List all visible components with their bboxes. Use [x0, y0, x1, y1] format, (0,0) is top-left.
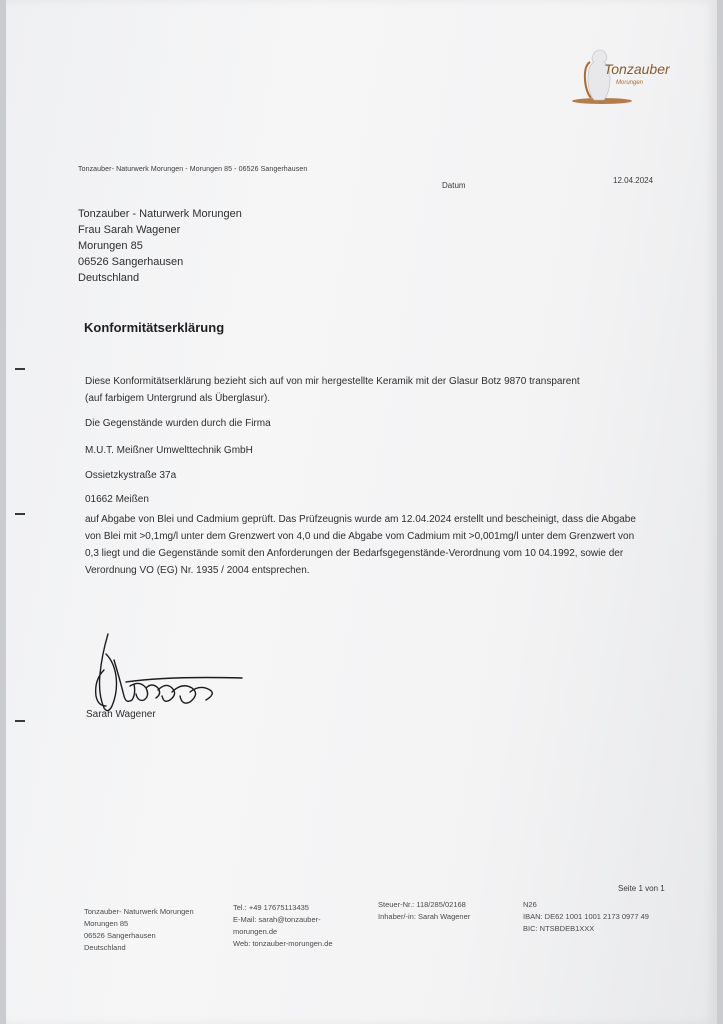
page-number: Seite 1 von 1	[618, 884, 665, 893]
footer-line: Steuer-Nr.: 118/285/02168	[378, 900, 466, 909]
footer-line: N26	[523, 900, 537, 909]
signature-name: Sarah Wagener	[86, 709, 156, 720]
tonzauber-logo	[568, 44, 678, 108]
footer-line: Deutschland	[84, 943, 126, 952]
footer-line: 06526 Sangerhausen	[84, 931, 156, 940]
lab-street: Ossietzkystraße 37a	[85, 470, 177, 481]
logo-subtext: Morungen	[616, 80, 644, 86]
footer-line: Tel.: +49 17675113435	[233, 903, 309, 912]
fold-mark	[15, 368, 25, 370]
footer-line: IBAN: DE62 1001 1001 2173 0977 49	[523, 912, 649, 921]
footer-bank	[523, 899, 649, 935]
paragraph-result: auf Abgabe von Blei und Cadmium geprüft. Das Prüfzeugnis wurde am 12.04.2024 erstellt und bescheinigt, dass die Abgabe von Blei mit >0,1mg/l unter dem Grenzwert von 4,0 und die Abgabe vom Cadmium mit >0,001mg/l unter dem Grenzwert von 0,3 liegt und die Gegenstände somit den Anforderungen der Bedarfsgegenstände-Verordnung vom 10 04.1992, sowie der Verordnung VO (EG) Nr. 1935 / 2004 entsprechen.	[85, 514, 636, 576]
letter-page	[6, 0, 717, 1024]
footer-contact	[233, 902, 333, 950]
recipient-line: 06526 Sangerhausen	[78, 256, 184, 268]
logo-text: Tonzauber	[604, 61, 670, 77]
recipient-line: Frau Sarah Wagener	[78, 224, 181, 236]
footer-line: morungen.de	[233, 927, 278, 936]
lab-city: 01662 Meißen	[85, 494, 149, 505]
recipient-line: Tonzauber - Naturwerk Morungen	[78, 208, 242, 220]
footer-line: E-Mail: sarah@tonzauber-	[233, 915, 321, 924]
fold-mark	[15, 720, 25, 722]
footer-line: Inhaber/-in: Sarah Wagener	[378, 912, 471, 921]
footer-address	[84, 906, 194, 954]
recipient-line: Deutschland	[78, 272, 140, 284]
handwritten-signature	[86, 630, 246, 720]
date-label: Datum	[442, 181, 466, 190]
punch-mark	[15, 513, 25, 515]
sender-address-line: Tonzauber- Naturwerk Morungen - Morungen 85 - 06526 Sangerhausen	[78, 166, 308, 173]
footer-line: BIC: NTSBDEB1XXX	[523, 924, 595, 933]
footer-line: Web: tonzauber-morungen.de	[233, 939, 333, 948]
recipient-line: Morungen 85	[78, 240, 143, 252]
date-value: 12.04.2024	[613, 176, 654, 185]
footer-line: Tonzauber- Naturwerk Morungen	[84, 907, 194, 916]
recipient-address	[78, 206, 242, 286]
lab-name: M.U.T. Meißner Umwelttechnik GmbH	[85, 445, 253, 456]
footer-line: Morungen 85	[84, 919, 129, 928]
paragraph-intro: Diese Konformitätserklärung bezieht sich auf von mir hergestellte Keramik mit der Glasur Botz 9870 transparent (auf farbigem Untergrund als Überglasur).	[85, 376, 580, 404]
document-title: Konformitätserklärung	[84, 320, 225, 335]
footer-tax	[378, 899, 470, 923]
paragraph-tested-by: Die Gegenstände wurden durch die Firma	[85, 418, 271, 429]
